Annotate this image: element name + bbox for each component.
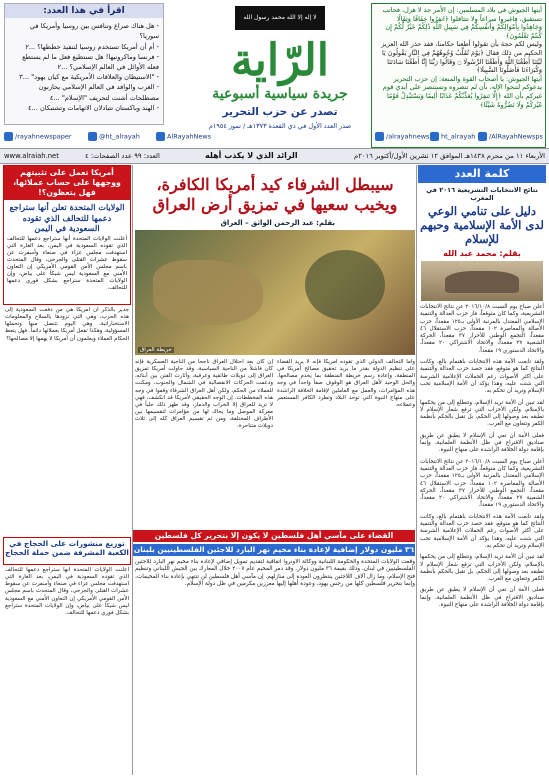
paragraph: أعلن صباح يوم السبت ٢٠١٦/١٠/٨ عن نتائج الانتخابات التشريعية، وكما كان متوقعاً، فاز حزب العدالة والتنمية الإسلامي المعتدل بالمرتبة الأولى بـ١٢٥ مقعداً، حزب الأصالة والمعاصرة ١٠٢ مقعداً، حزب الاستقلال ٤٦ مقعداً، التجمع الوطني للأحرار ٣٧ مقعداً، الحركة الشعبية ٢٧ مقعداً، والاتحاد الاشتراكي ٢٠ مقعداً، والاتحاد الدستوري ١٩ مقعداً. — [420, 458, 545, 509]
in-this-issue-box — [4, 3, 164, 125]
masthead-logo-area — [180, 0, 380, 150]
motto: الرائد الذي لا يكذب أهله — [205, 151, 298, 160]
main-headline[interactable]: سيبطل الشرفاء كيد أمريكا الكافرة، ويخيب سعيها في تمزيق أرض العراق — [152, 175, 398, 214]
issue-item[interactable]: - هل هناك صراع وتنافس بين روسيا وأمريكا في سوريا؟ — [29, 22, 159, 41]
paragraph: لقد تبين أن الأمة تريد الإسلام، وتتطلع إلى من يحكمها بالإسلام، ولكن الأحزاب التي ترفع شعار الإسلام لا تطبقه بعد وصولها إلى الحكم، بل تقبل بالحكم بأنظمة الكفر وتتعاون مع الغرب. — [420, 399, 544, 428]
google-plus-icon — [478, 132, 487, 141]
twitter-icon — [88, 132, 97, 141]
flag-banner: لا إله إلا الله محمد رسول الله — [235, 6, 325, 30]
paragraph: ولقد تابعت الأمة هذه الانتخابات باهتمام بالغ، وكانت النتائج كما هو متوقع، فقد حصد حزب العدالة والتنمية على أكثر الأصوات رغم الحملات الإعلامية الشرسة التي شنت عليه، وهذا يؤكد أن الأمة الإسلامية تحب الإسلام وتريد أن تحكم به. — [420, 513, 544, 549]
main-byline: بقلم: عبد الرحمن الواثق – العراق — [220, 219, 335, 227]
verse-text: وليس لكم حجة بأن تقولوا أطعنا حكامنا، فقد حذر الله العزيز الحكيم من ذلك فقال ﴿يَوْمَ تُقَلَّبُ وُجُوهُهُمْ فِي النَّارِ يَقُولُونَ يَا لَيْتَنَا أَطَعْنَا اللَّهَ وَأَطَعْنَا الرَّسُولَا ۝ وَقَالُوا رَبَّنَا إِنَّا أَطَعْنَا سَادَتَنَا وَكُبَرَاءَنَا فَأَضَلُّونَا السَّبِيلَا﴾ — [381, 40, 542, 75]
website-link[interactable]: www.alraiah.net — [4, 152, 59, 160]
verse-text: أيتها الجيوش: يا أصحاب القوة والمنعة: إن حزب التحرير يدعوكم لتنحوا الإله، بأن لم تنصروه وتستنصر على أيدي قوم غيركم بأن الله ﴿إِلَّا تَنفِرُوا يُعَذِّبْكُمْ عَذَابًا أَلِيمًا وَيَسْتَبْدِلْ قَوْمًا غَيْرَكُمْ وَلَا تَضُرُّوهُ شَيْئًا﴾ — [382, 74, 542, 109]
social-link-instagram[interactable]: ht_alrayah — [430, 132, 475, 141]
social-link-googleplus[interactable]: /AlRayahNewsps — [478, 132, 543, 141]
masthead — [0, 0, 549, 150]
editorial-section-header: كلمة العدد — [418, 165, 546, 183]
first-issue-info: صدر العدد الأول في ذي القعدة ١٣٧٣هـ / تموز ١٩٥٤م — [208, 122, 352, 130]
main-article-image — [135, 230, 415, 355]
social-link-twitter[interactable]: @ht_alrayah — [88, 132, 140, 141]
paragraph: فعلى الأمة أن تعي أن الإسلام لا يطبق عن طريق صناديق الاقتراع في ظل الأنظمة العلمانية، وإنما بإقامة دولة الخلافة الراشدة على منهاج النبوة. — [420, 432, 544, 454]
issue-item[interactable]: - أم أن أمريكا تستخدم روسيا لتنفيذ خططها؟ ...٢ — [25, 42, 159, 51]
main-article-column: وأما التحالف الدولي الذي تقوده أمريكا فإنه لا يريد القضاء على تنظيم الدولة بقدر ما يريد تحقيق مصالح أمريكا في المنطقة، وإعادة رسم خريطة المنطقة بما يخدم مصالحها. والحل الوحيد لأهل العراق هو الوقوف صفاً واحداً في وجه هذه المؤامرات، والعمل مع العاملين لإقامة الخلافة الراشدة على منهاج النبوة التي توحد البلاد وتطرد الكافر المستعمر وعملاءه. — [277, 359, 415, 408]
author-photo — [421, 261, 543, 301]
editorial-author: بقلم: محمد عبد الله — [443, 249, 521, 258]
main-section — [3, 165, 415, 777]
map-shape — [305, 250, 385, 320]
yemen-news-box — [3, 165, 131, 305]
social-link-telegram[interactable]: AlRayahNews — [156, 132, 211, 141]
column-divider — [416, 165, 417, 775]
facebook-icon — [4, 132, 13, 141]
blue-headline-bar[interactable]: ٣٦ مليون دولار إضافية لإعادة بناء مخيم نهر البارد للاجئين الفلسطينيين بلبنان — [133, 545, 415, 554]
hajj-box — [3, 537, 131, 565]
map-shape — [153, 260, 263, 325]
social-link-youtube[interactable]: /alrayahnews — [375, 132, 429, 141]
youtube-icon — [375, 132, 384, 141]
paragraph: فعلى الأمة أن تعي أن الإسلام لا يطبق عن طريق صناديق الاقتراع في ظل الأنظمة العلمانية، وإنما بإقامة دولة الخلافة الراشدة على منهاج النبوة. — [420, 587, 544, 608]
issue-item[interactable]: - الهند وباكستان تتبادلان الاتهامات وتشتبكان ...٤ — [28, 103, 159, 112]
issue-item[interactable]: - "الاستيطان والعلاقات الأمريكية مع كيان يهود" ...٣ — [19, 73, 159, 82]
newspaper-logo: الرّاية — [231, 35, 329, 86]
bottom-article-body: وقعت الولايات المتحدة والحكومة اللبنانية ووكالة الأونروا اتفاقية لتقديم تمويل إضافي لإعادة بناء مخيم نهر البارد للاجئين الفلسطينيين في لبنان، وذلك بقيمة ٣٦ مليون دولار. وقد دمر المخيم عام ٢٠٠٧ خلال المعارك بين الجيش اللبناني وتنظيم فتح الإسلام، وما زال آلاف اللاجئين ينتظرون العودة إلى منازلهم. إن مآسي أهل فلسطين لن تنتهي بإعادة بناء المخيمات، وإنما بتحرير فلسطين كلها من رجس يهود، وعودة أهلها إليها معززين مكرمين في ظل دولة الإسلام. — [135, 559, 415, 588]
newspaper-tagline: جريدة سياسية أسبوعية — [212, 86, 348, 102]
red-headline-bar[interactable]: القضاء على مآسي أهل فلسطين لا يكون إلا بتحرير كل فلسطين — [133, 530, 415, 542]
left-column-text: جدير بالذكر أن أمريكا هي من دفعت السعودية إلى هذه الحرب، وهي التي تزودها بالسلاح والمعلومات الاستخباراتية، وهي اليوم تتنصل منها وتحملها المسؤولية، وهكذا تفعل أمريكا بعملائها دائماً. فهل يتعظ الحكام العملاء ويعلمون أن أمريكا لا يهمها إلا مصالحها؟ — [5, 307, 129, 342]
verse-text: أيتها الجيوش في بلاد المسلمين: إن الأمر جد لا هزل، فحاتب تستفيق، فاغيروا سراعاً ولا تتثاقلوا ﴿انفِرُوا خِفَافًا وَثِقَالًا وَجَاهِدُوا بِأَمْوَالِكُمْ وَأَنفُسِكُمْ فِي سَبِيلِ اللَّهِ ذَٰلِكُمْ خَيْرٌ لَّكُمْ إِن كُنتُمْ تَعْلَمُونَ﴾ — [382, 6, 542, 40]
main-article-column: إن كان بعد احتلال العراق ناجحاً من الناحية العسكرية فإنه كان فاشلاً من الناحية السياسية، وقد حاولت أمريكا تمزيق العراق إلى دويلات طائفية وعرقية، وأثارت الفتن بين أبنائه، ودعمت الحركات الانفصالية في الشمال والجنوب، ومكنت للعملاء من الحكم، ولكن أهل العراق الشرفاء وقفوا في وجه هذه المخططات. إن الوجه الحقيقي لأمريكا قد انكشف، فهي لا تريد للعراق إلا الخراب والدمار، وقد ظهر ذلك جلياً في معركة الموصل وما يحاك لها من مؤامرات لتقسيمها بين الأطراف المختلفة، ومن ثم تقسيم العراق كله إلى ثلاث دويلات متناحرة. — [135, 359, 273, 430]
social-link-facebook[interactable]: /rayahnewspaper — [4, 132, 72, 141]
paragraph: لقد تبين أن الأمة تريد الإسلام، وتتطلع إلى من يحكمها بالإسلام، ولكن الأحزاب التي ترفع شعار الإسلام لا تطبقه بعد وصولها إلى الحكم، بل تقبل بالحكم بأنظمة الكفر وتتعاون مع الغرب. — [420, 554, 544, 583]
editorial-kicker: نتائج الانتخابات التشريعية ٢٠١٦ في المغرب — [426, 186, 538, 202]
editorial-body — [418, 304, 546, 609]
box-text: أعلنت الولايات المتحدة أنها ستراجع دعمها للتحالف الذي تقوده السعودية في اليمن، بعد الغارة التي استهدفت مجلس عزاء في صنعاء وأسفرت عن سقوط عشرات القتلى والجرحى، وقال المتحدث باسم مجلس الأمن القومي الأمريكي إن التعاون الأمني مع السعودية ليس شيكاً على بياض، وإن الولايات المتحدة ستراجع بشكل فوري دعمها للتحالف. — [7, 235, 127, 292]
box-header: أمريكا تعمل على تثبيتهم ووجهها على حساب عملائها، فهل يتعظون؟! — [4, 166, 130, 200]
paragraph: ولقد تابعت الأمة هذه الانتخابات باهتمام بالغ، وكانت النتائج كما هو متوقع، فقد حصد حزب العدالة والتنمية على أكثر الأصوات رغم الحملات الإعلامية الشرسة التي شنت عليه، وهذا يؤكد أن الأمة الإسلامية تحب الإسلام وتريد أن تحكم به. — [420, 359, 544, 395]
editorial-title[interactable]: دليل على تنامي الوعي لدى الأمة الإسلامية وحبهم للإسلام — [420, 204, 544, 246]
publisher-line: تصدر عن حزب التحرير — [222, 106, 338, 118]
issue-number: العدد: ٩٩ عدد الصفحات: ٤ — [85, 152, 160, 160]
date-bar — [0, 148, 549, 164]
column-divider — [132, 165, 133, 775]
box-title[interactable]: توزيع منشورات على الحجاج في الكعبة المشرفة ضمن حملة الحجاج — [5, 539, 129, 557]
issue-item[interactable]: - الغرب والوافد في العالم الإسلامي يحاربون مصطلحات أشنت لتحريف "الإسلام" ...٤ — [38, 83, 159, 102]
in-this-issue-header: اقرأ في هذا العدد: — [5, 4, 163, 18]
left-column-text: أعلنت الولايات المتحدة أنها ستراجع دعمها للتحالف الذي تقوده السعودية في اليمن، بعد الغارة التي استهدفت مجلس عزاء في صنعاء وأسفرت عن سقوط عشرات القتلى والجرحى، وقال المتحدث باسم مجلس الأمن القومي الأمريكي إن التعاون الأمني مع السعودية ليس شيكاً على بياض، وإن الولايات المتحدة ستراجع بشكل فوري دعمها للتحالف. — [5, 567, 129, 616]
image-caption: خريطة العراق — [140, 347, 172, 353]
issue-item[interactable]: - فرنسا وماكرونيها! هل تستطيع فعل ما لم يستطع فعله الأوائل في العالم الإسلامي؟ ...٢ — [22, 52, 159, 72]
social-links — [0, 132, 549, 144]
paragraph: أعلن صباح يوم السبت ٢٠١٦/١٠/٨ عن نتائج الانتخابات التشريعية، وكما كان متوقعاً، فاز حزب العدالة والتنمية الإسلامي المعتدل بالمرتبة الأولى بـ١٢٥ مقعداً، حزب الأصالة والمعاصرة ١٠٢ مقعداً، حزب الاستقلال ٤٦ مقعداً، التجمع الوطني للأحرار ٣٧ مقعداً، الحركة الشعبية ٢٧ مقعداً، والاتحاد الاشتراكي ٢٠ مقعداً، والاتحاد الدستوري ١٩ مقعداً. — [420, 304, 545, 354]
telegram-icon — [156, 132, 165, 141]
issue-date: الأربعاء ١١ من محرم ١٤٣٨هـ الموافق ١٢ تشرين الأول/أكتوبر ٢٠١٦م — [354, 152, 545, 160]
masthead-verses-box — [371, 3, 546, 148]
instagram-icon — [430, 132, 439, 141]
editorial-column — [418, 165, 546, 777]
box-title[interactable]: الولايات المتحدة تعلن أنها ستراجع دعمها للتحالف الذي تقوده السعودية في اليمن — [9, 202, 125, 233]
